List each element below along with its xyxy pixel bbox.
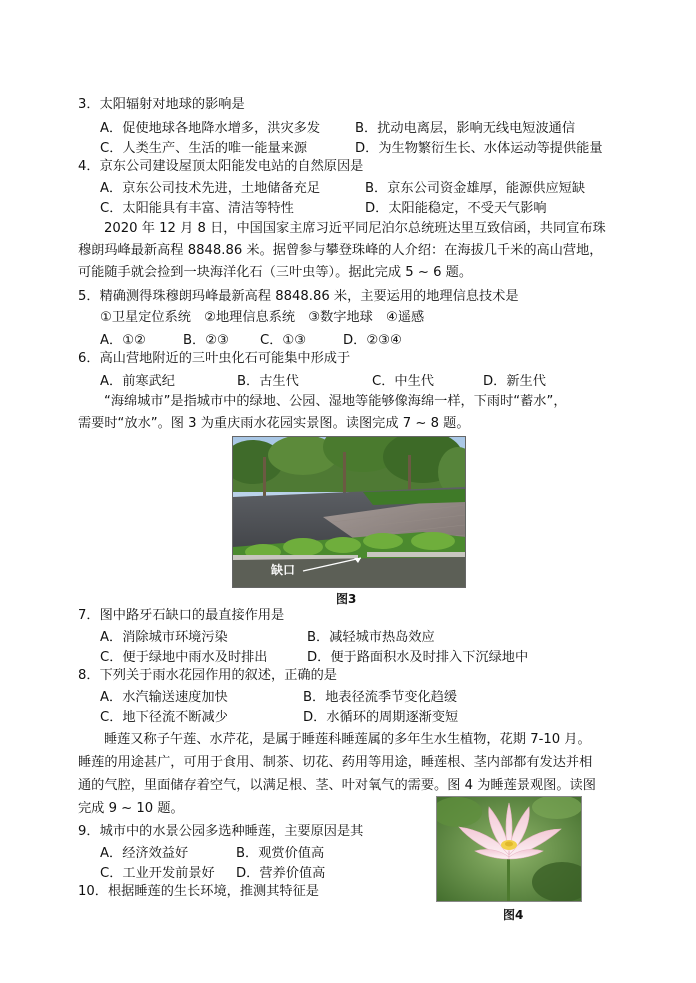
- q3-option-b: B．扰动电离层，影响无线电短波通信: [355, 121, 576, 136]
- q6-stem: 6．高山营地附近的三叶虫化石可能集中形成于: [78, 351, 351, 366]
- q10-stem: 10．根据睡莲的生长环境，推测其特征是: [78, 884, 319, 899]
- q4-option-d: D．太阳能稳定，不受天气影响: [365, 201, 547, 216]
- q9-stem: 9．城市中的水景公园多选种睡莲，主要原因是其: [78, 824, 364, 839]
- passage3-line-1: 睡莲又称子午莲、水芹花，是属于睡莲科睡莲属的多年生水生植物，花期 7-10 月。: [104, 732, 591, 747]
- q3-option-a: A．促使地球各地降水增多，洪灾多发: [100, 121, 321, 136]
- q7-option-c: C．便于绿地中雨水及时排出: [100, 650, 268, 665]
- q8-option-c: C．地下径流不断减少: [100, 710, 228, 725]
- q5-option-c: C．①③: [260, 333, 307, 348]
- passage1-line-1: 2020 年 12 月 8 日，中国国家主席习近平同尼泊尔总统班达里互致信函，共同宣布珠: [104, 221, 606, 236]
- figure-4-photo: [436, 796, 582, 902]
- q9-option-b: B．观赏价值高: [236, 846, 325, 861]
- q8-stem: 8．下列关于雨水花园作用的叙述，正确的是: [78, 668, 337, 683]
- passage3-line-4: 完成 9 ~ 10 题。: [78, 801, 184, 816]
- q9-option-c: C．工业开发前景好: [100, 866, 215, 881]
- q4-option-c: C．太阳能具有丰富、清洁等特性: [100, 201, 294, 216]
- q3-option-c: C．人类生产、生活的唯一能量来源: [100, 141, 308, 156]
- q8-option-b: B．地表径流季节变化趋缓: [303, 690, 458, 705]
- passage3-line-3: 通的气腔，里面储存着空气，以满足根、茎、叶对氧气的需要。图 4 为睡莲景观图。读图: [78, 778, 596, 793]
- passage2-line-2: 需要时“放水”。图 3 为重庆雨水花园实景图。读图完成 7 ~ 8 题。: [78, 416, 470, 431]
- q4-option-a: A．京东公司技术先进，土地储备充足: [100, 181, 321, 196]
- q3-option-d: D．为生物繁衍生长、水体运动等提供能量: [355, 141, 603, 156]
- q8-option-d: D．水循环的周期逐渐变短: [303, 710, 459, 725]
- q6-option-b: B．古生代: [237, 374, 299, 389]
- q4-option-b: B．京东公司资金雄厚，能源供应短缺: [365, 181, 586, 196]
- q8-option-a: A．水汽输送速度加快: [100, 690, 228, 705]
- q5-option-d: D．②③④: [343, 333, 402, 348]
- water-lily-photo: [437, 797, 581, 901]
- q5-items: ①卫星定位系统 ②地理信息系统 ③数字地球 ④遥感: [100, 310, 425, 325]
- q7-option-d: D．便于路面积水及时排入下沉绿地中: [307, 650, 529, 665]
- passage1-line-3: 可能随手就会捡到一块海洋化石（三叶虫等）。据此完成 5 ~ 6 题。: [78, 265, 473, 280]
- passage2-line-1: “海绵城市”是指城市中的绿地、公园、湿地等能够像海绵一样，下雨时“蓄水”，: [104, 394, 567, 409]
- figure-3-caption: 图3: [336, 592, 357, 606]
- q5-stem: 5．精确测得珠穆朗玛峰最新高程 8848.86 米，主要运用的地理信息技术是: [78, 289, 519, 304]
- figure-3-photo: [232, 436, 466, 588]
- q9-option-d: D．营养价值高: [236, 866, 326, 881]
- q7-stem: 7．图中路牙石缺口的最直接作用是: [78, 608, 285, 623]
- q9-option-a: A．经济效益好: [100, 846, 189, 861]
- q5-option-b: B．②③: [183, 333, 229, 348]
- rain-garden-photo: [233, 437, 465, 587]
- q7-option-a: A．消除城市环境污染: [100, 630, 228, 645]
- passage3-line-2: 睡莲的用途甚广，可用于食用、制茶、切花、药用等用途，睡莲根、茎内部都有发达并相: [78, 755, 593, 770]
- q4-stem: 4．京东公司建设屋顶太阳能发电站的自然原因是: [78, 159, 364, 174]
- q3-stem: 3．太阳辐射对地球的影响是: [78, 97, 245, 112]
- q6-option-d: D．新生代: [483, 374, 546, 389]
- figure-4-caption: 图4: [503, 908, 524, 922]
- passage1-line-2: 穆朗玛峰最新高程 8848.86 米。据曾参与攀登珠峰的人介绍：在海拔几千米的高山营地，: [78, 243, 603, 258]
- figure-3-gap-label: 缺口: [271, 563, 296, 577]
- q6-option-c: C．中生代: [372, 374, 434, 389]
- q5-option-a: A．①②: [100, 333, 146, 348]
- q7-option-b: B．减轻城市热岛效应: [307, 630, 435, 645]
- q6-option-a: A．前寒武纪: [100, 374, 175, 389]
